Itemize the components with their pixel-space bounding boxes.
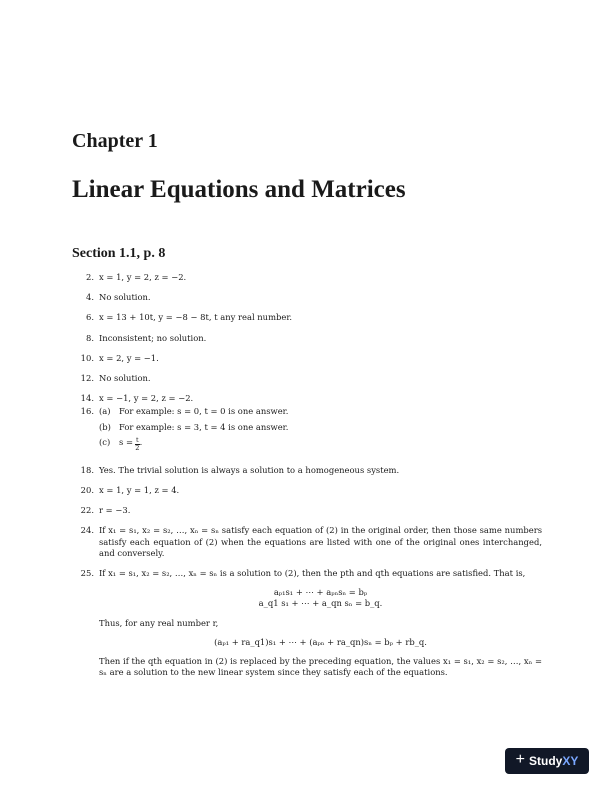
- chapter-heading: Chapter 1: [72, 130, 158, 152]
- paragraph: Then if the qth equation in (2) is replaced by the preceding equation, the values x₁ = s₁, x₂ = s₂, …, xₙ = sₙ are a solution to the new linear system since they satisfy each of the equations.: [99, 656, 542, 678]
- answer-item-16: 16. (a) For example: s = 0, t = 0 is one answer. (b) For example: s = 3, t = 4 is one answer. (c) s = $\frac{t}{2}$ .: [72, 406, 542, 455]
- answer-item: 12. No solution.: [80, 373, 151, 384]
- section-heading: Section 1.1, p. 8: [72, 246, 166, 261]
- answer-item-25: 25. If x₁ = s₁, x₂ = s₂, …, xₙ = sₙ is a solution to (2), then the pth and qth equations are satisfied. That is, aₚ₁s₁ + ⋯ + aₚₙsₙ = bₚ a_q1 s₁ + ⋯ + a_qn sₙ = b_q. Thus, for any real number r, (aₚ₁ + ra_q1)s₁ + ⋯ + (aₚₙ + ra_qn)sₙ = bₚ + rb_q. Then if the qth equation in (2) is replaced by the preceding equation, the values x₁ = s₁, x₂ = s₂, …, xₙ = sₙ are a solution to the new linear system since they satisfy each of the equations.: [80, 568, 542, 678]
- sub-answer-b: (b) For example: s = 3, t = 4 is one answer.: [99, 421, 289, 432]
- answer-item: 2. x = 1, y = 2, z = −2.: [86, 272, 187, 282]
- answer-item: 8. Inconsistent; no solution.: [86, 332, 207, 343]
- answer-item: 10. x = 2, y = −1.: [80, 352, 159, 363]
- chapter-title: Linear Equations and Matrices: [72, 176, 406, 203]
- paragraph: If x₁ = s₁, x₂ = s₂, …, xₙ = sₙ is a solution to (2), then the pth and qth equations are satisfied. That is,: [99, 568, 526, 579]
- answer-item: 6. x = 13 + 10t, y = −8 − 8t, t any real number.: [86, 312, 293, 323]
- answer-item: 18. Yes. The trivial solution is always a solution to a homogeneous system.: [80, 464, 400, 475]
- equation: a_q1 s₁ + ⋯ + a_qn sₙ = b_q.: [258, 598, 383, 609]
- studyxy-logo: + StudyXY: [505, 748, 589, 774]
- equation: (aₚ₁ + ra_q1)s₁ + ⋯ + (aₚₙ + ra_qn)sₙ = bₚ + rb_q.: [214, 636, 427, 647]
- plus-icon: +: [515, 751, 525, 768]
- equation: aₚ₁s₁ + ⋯ + aₚₙsₙ = bₚ: [273, 587, 368, 598]
- sub-answer-c: (c) s = $\frac{t}{2}$ .: [99, 435, 143, 452]
- answer-item: 4. No solution.: [86, 292, 151, 303]
- answer-item: 22. r = −3.: [80, 505, 131, 516]
- answers-list: [72, 272, 542, 693]
- answer-item: 24. If x₁ = s₁, x₂ = s₂, …, xₙ = sₙ satisfy each equation of (2) in the original order, then those same numbers satisfy each equation of (2) when the equations are listed with one of the original ones interchanged, and conversely.: [80, 525, 542, 558]
- paragraph: Thus, for any real number r,: [99, 617, 219, 628]
- fraction: $\frac{t}{2}$: [135, 435, 140, 452]
- sub-answer-a: (a) For example: s = 0, t = 0 is one answer.: [99, 406, 289, 417]
- answer-item: 14. x = −1, y = 2, z = −2.: [80, 393, 194, 404]
- answer-item: 20. x = 1, y = 1, z = 4.: [80, 485, 180, 496]
